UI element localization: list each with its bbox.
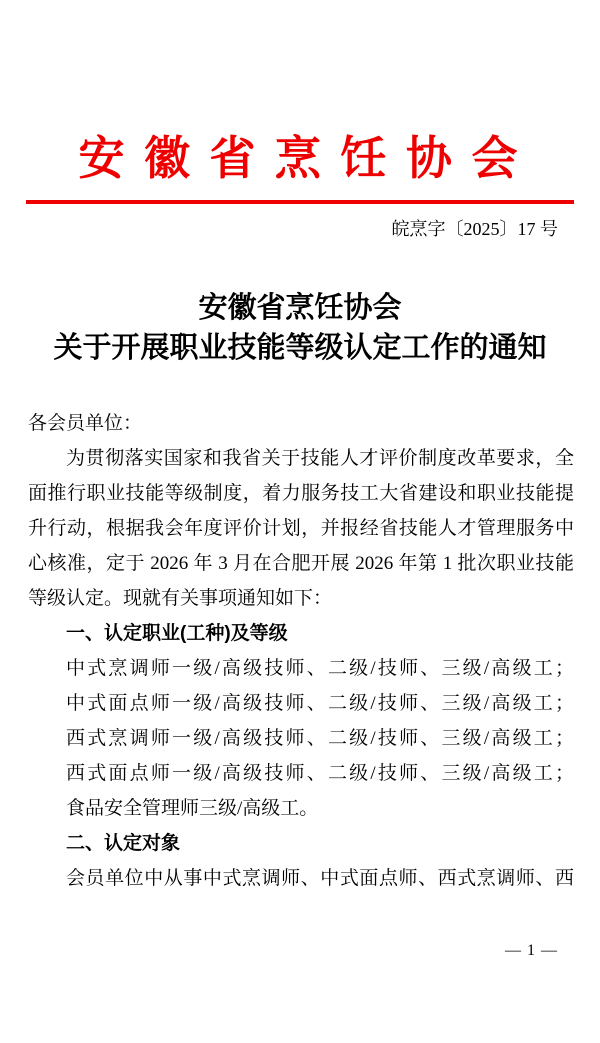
- body-line: 面推行职业技能等级制度，着力服务技工大省建设和职业技能提: [28, 483, 574, 504]
- occupation-line: 中式面点师一级/高级技师、二级/技师、三级/高级工；: [66, 693, 574, 714]
- letterhead-org-name: 安 徽 省 烹 饪 协 会: [78, 133, 522, 184]
- document-body: [28, 406, 574, 896]
- salutation: 各会员单位：: [28, 413, 143, 434]
- document-title-line-2: 关于开展职业技能等级认定工作的通知: [53, 332, 547, 364]
- document-title: [0, 288, 600, 368]
- body-line: 心核准，定于 2026 年 3 月在合肥开展 2026 年第 1 批次职业技能: [28, 553, 574, 574]
- occupation-line: 中式烹调师一级/高级技师、二级/技师、三级/高级工；: [66, 658, 574, 679]
- section-2-heading: 二、认定对象: [66, 833, 181, 854]
- body-line: 会员单位中从事中式烹调师、中式面点师、西式烹调师、西: [66, 868, 574, 889]
- occupation-line: 西式面点师一级/高级技师、二级/技师、三级/高级工；: [66, 763, 574, 784]
- document-number: 皖烹字〔2025〕17 号: [391, 219, 558, 239]
- page-number: — 1 —: [505, 942, 558, 959]
- letterhead-divider: [26, 200, 574, 204]
- occupation-line: 食品安全管理师三级/高级工。: [66, 798, 319, 819]
- occupation-line: 西式烹调师一级/高级技师、二级/技师、三级/高级工；: [66, 728, 574, 749]
- body-line: 升行动，根据我会年度评价计划，并报经省技能人才管理服务中: [28, 518, 574, 539]
- body-line: 等级认定。现就有关事项通知如下：: [28, 588, 333, 609]
- section-1-heading: 一、认定职业(工种)及等级: [66, 623, 288, 644]
- document-title-line-1: 安徽省烹饪协会: [198, 292, 402, 324]
- body-line: 为贯彻落实国家和我省关于技能人才评价制度改革要求，全: [66, 448, 574, 469]
